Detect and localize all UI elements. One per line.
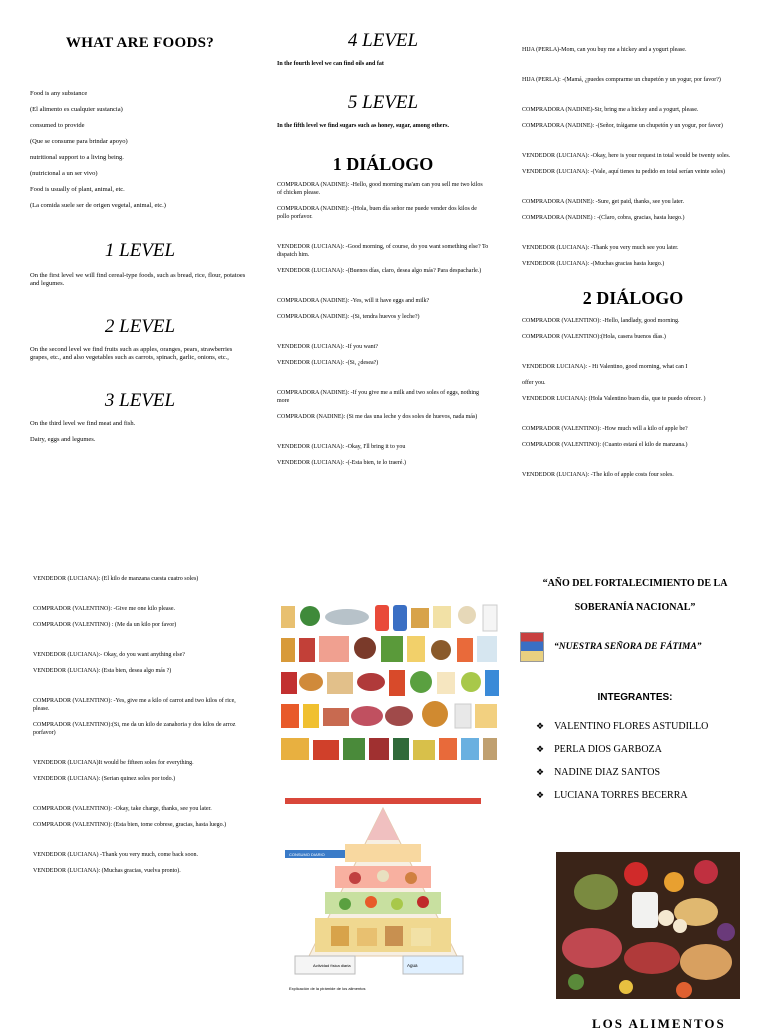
- diamond-bullet-icon: ❖: [536, 721, 545, 731]
- dialog-line: COMPRADOR (VALENTINO):(Hola, casera buenos días.): [522, 334, 666, 340]
- dialog-line: COMPRADORA (NADINE): -Yes, will it have eggs and milk?: [277, 298, 430, 304]
- diamond-bullet-icon: ❖: [536, 790, 545, 800]
- cover-title-partial: LOS ALIMENTOS: [592, 1016, 726, 1031]
- dialog-line: COMPRADOR (NADINE): (Si me das una leche y dos soles de huevos, nada más): [277, 414, 478, 420]
- dialog-line: VENDEDOR (LUCIANA): -Good morning, of course, do you want something else? To dispatch him.: [277, 244, 489, 258]
- diamond-bullet-icon: ❖: [536, 767, 545, 777]
- year-motto-line-2: SOBERANÍA NACIONAL”: [574, 602, 696, 613]
- dialog-line: VENDEDOR LUCIANA): - Hi Valentino, good morning, what can I: [522, 364, 688, 370]
- food-pyramid-image: [285, 798, 481, 993]
- definition-line: nutritional support to a living being.: [30, 154, 124, 161]
- member-item: [536, 761, 750, 784]
- school-crest-icon: [520, 632, 544, 662]
- member-item: [536, 784, 750, 807]
- level-3-heading: 3 LEVEL: [104, 390, 176, 411]
- dialog-line: COMPRADORA (NADINE): -Hello, good morning ma'am can you sell me two kilos of chicken please.: [277, 182, 483, 196]
- school-name: “NUESTRA SEÑORA DE FÁTIMA”: [554, 642, 702, 652]
- dialog-line: HIJA (PERLA)-Mom, can you buy me a hickey and a yogurt please.: [522, 47, 687, 53]
- dialog-line: VENDEDOR (LUCIANA) -Thank you very much, come back soon.: [33, 852, 198, 858]
- members-heading: INTEGRANTES:: [597, 692, 673, 703]
- definition-line: (nutricional a un ser vivo): [30, 170, 98, 177]
- dialog-line: COMPRADOR (VALENTINO): -How much will a kilo of apple be?: [522, 426, 688, 432]
- dialog-line: COMPRADOR (VALENTINO): -Give me one kilo please.: [33, 606, 176, 612]
- food-collage-image: [275, 600, 503, 768]
- level-5-heading: 5 LEVEL: [347, 92, 419, 113]
- dialog-line: COMPRADOR (VALENTINO): -Hello, landlady, good morning.: [522, 318, 680, 324]
- dialog-line: COMPRADORA (NADINE): -If you give me a milk and two soles of eggs, nothing more: [277, 390, 479, 404]
- definition-line: consumed to provide: [30, 122, 85, 129]
- member-item: [536, 715, 750, 738]
- member-name: VALENTINO FLORES ASTUDILLO: [554, 721, 709, 732]
- dialog-line: COMPRADOR (VALENTINO): (Esta bien, tome cobrese, gracias, hasta luego.): [33, 822, 227, 828]
- dialog-line: VENDEDOR LUCIANA): (Hola Valentino buen día, que te puedo ofrecer. ): [522, 396, 706, 402]
- column-3: [522, 46, 744, 479]
- dialog-line: COMPRADORA (NADINE): -Sure, get paid, thanks, see you later.: [522, 199, 684, 205]
- member-name: PERLA DIOS GARBOZA: [554, 744, 662, 755]
- dialog-line: COMPRADOR (VALENTINO) : (Me da un kilo por favor): [33, 622, 177, 628]
- dialog-line: VENDEDOR (LUCIANA): (El kilo de manzana cuesta cuatro soles): [33, 576, 199, 582]
- level-3-text: On the third level we find meat and fish.: [30, 420, 136, 427]
- level-1-text: On the first level we will find cereal-type foods, such as bread, rice, flour, potatoes and legumes.: [30, 272, 246, 287]
- pyramid-activity-label: Actividad física diaria: [313, 963, 351, 968]
- cover-section: [520, 572, 750, 807]
- dialog-line: offer you.: [522, 380, 546, 386]
- definition-line: Food is usually of plant, animal, etc.: [30, 186, 125, 193]
- year-motto-line-1: “AÑO DEL FORTALECIMIENTO DE LA: [542, 578, 728, 589]
- year-motto: [520, 572, 750, 620]
- dialog-line: COMPRADOR (VALENTINO):(Si, me da un kilo de zanahoria y dos kilos de arroz porfavor): [33, 722, 236, 736]
- diamond-bullet-icon: ❖: [536, 744, 545, 754]
- pyramid-top-label: CONSUMO DIARIO: [289, 852, 325, 857]
- school-row: [520, 632, 750, 662]
- dialog-line: VENDEDOR (LUCIANA): -Okay, I'll bring it to you: [277, 444, 406, 450]
- definition-line: (El alimento es cualquier sustancia): [30, 106, 123, 113]
- dialog-line: VENDEDOR (LUCIANA): (Serian quinez soles por todo.): [33, 776, 176, 782]
- definition-block: [30, 90, 250, 210]
- dialog-line: VENDEDOR (LUCIANA): -(-Esta bien, te lo traeré.): [277, 460, 406, 466]
- dialog-line: VENDEDOR (LUCIANA): -Okay, here is your request in total would be twenty soles.: [522, 153, 731, 159]
- member-name: NADINE DIAZ SANTOS: [554, 767, 661, 778]
- column-1: [30, 30, 250, 444]
- column-2: [277, 30, 489, 467]
- dialog-line: VENDEDOR (LUCIANA): -Thank you very much see you later.: [522, 245, 679, 251]
- dialog-line: COMPRADOR (VALENTINO): -Yes, give me a kilo of carrot and two kilos of rice, please.: [33, 698, 236, 712]
- dialog-line: COMPRADORA (NADINE)-Sir, bring me a hickey and a yogurt, please.: [522, 107, 699, 113]
- pyramid-water-label: Agua: [407, 963, 418, 968]
- level-1-heading: 1 LEVEL: [104, 240, 176, 261]
- dialog-line: COMPRADOR (VALENTINO): -Okay, take charge, thanks, see you later.: [33, 806, 212, 812]
- dialog-line: VENDEDOR (LUCIANA)It would be fifteen soles for everything.: [33, 760, 194, 766]
- level-4-text: In the fourth level we can find oils and fat: [277, 61, 384, 67]
- dialog-line: VENDEDOR (LUCIANA): -(Vale, aquí tienes tu pedido en total serían veinte soles): [522, 169, 725, 175]
- dialog-line: VENDEDOR (LUCIANA): -If you want?: [277, 344, 378, 350]
- dialog-line: VENDEDOR (LUCIANA): (Esta bien, desea algo más ?): [33, 668, 172, 674]
- dialog-line: VENDEDOR (LUCIANA): -The kilo of apple costs four soles.: [522, 472, 674, 478]
- bottom-left-dialog: [33, 575, 248, 875]
- dialog-line: COMPRADORA (NADINE): -(Hola, buen día señor me puede vender dos kilos de pollo porfavor.: [277, 206, 477, 220]
- level-4-heading: 4 LEVEL: [347, 30, 419, 51]
- definition-line: (Que se consume para brindar apoyo): [30, 138, 128, 145]
- dialog-line: VENDEDOR (LUCIANA): (Muchas gracias, vuelva pronto).: [33, 868, 181, 874]
- level-3-text: Dairy, eggs and legumes.: [30, 436, 96, 443]
- dialog-1-heading: 1 DIÁLOGO: [332, 154, 434, 174]
- member-name: LUCIANA TORRES BECERRA: [554, 790, 688, 801]
- dialog-2-heading: 2 DIÁLOGO: [582, 288, 684, 308]
- dialog-line: VENDEDOR (LUCIANA): -(Si, ¿desea?): [277, 360, 379, 366]
- dialog-line: COMPRADORA (NADINE) : -(Claro, cobra, gracias, hasta luego.): [522, 215, 685, 221]
- dialog-line: COMPRADORA (NADINE): -(Si, tendra huevos y leche?): [277, 314, 420, 320]
- dialog-line: HIJA (PERLA): -(Mamá, ¿puedes comprarme un chupetón y un yogur, por favor?): [522, 77, 721, 83]
- dialog-line: VENDEDOR (LUCIANA): -(Muchas gracias hasta luego.): [522, 261, 665, 267]
- level-5-text: In the fifth level we find sugars such as honey, sugar, among others.: [277, 123, 449, 129]
- definition-line: (La comida suele ser de origen vegetal, animal, etc.): [30, 202, 166, 209]
- cover-food-photo: [556, 852, 740, 999]
- dialog-line: COMPRADOR (VALENTINO): (Cuanto estará el kilo de manzana.): [522, 442, 688, 448]
- members-list: [520, 715, 750, 807]
- page-title: WHAT ARE FOODS?: [65, 35, 215, 51]
- member-item: [536, 738, 750, 761]
- dialog-line: VENDEDOR (LUCIANA):- Okay, do you want anything else?: [33, 652, 185, 658]
- level-2-heading: 2 LEVEL: [104, 316, 176, 337]
- level-2-text: On the second level we find fruits such as apples, oranges, pears, strawberries grapes, etc., and also vegetables such as carrots, spinach, garlic, onions, etc.,: [30, 346, 233, 361]
- definition-line: Food is any substance: [30, 90, 88, 97]
- dialog-line: COMPRADORA (NADINE): -(Señor, tráigame un chupetón y un yogur, por favor): [522, 123, 723, 129]
- pyramid-caption: Explicación de la pirámide de los alimentos: [289, 986, 366, 991]
- dialog-line: VENDEDOR (LUCIANA): -(Buenos días, claro, desea algo más? Para despacharle.): [277, 268, 482, 274]
